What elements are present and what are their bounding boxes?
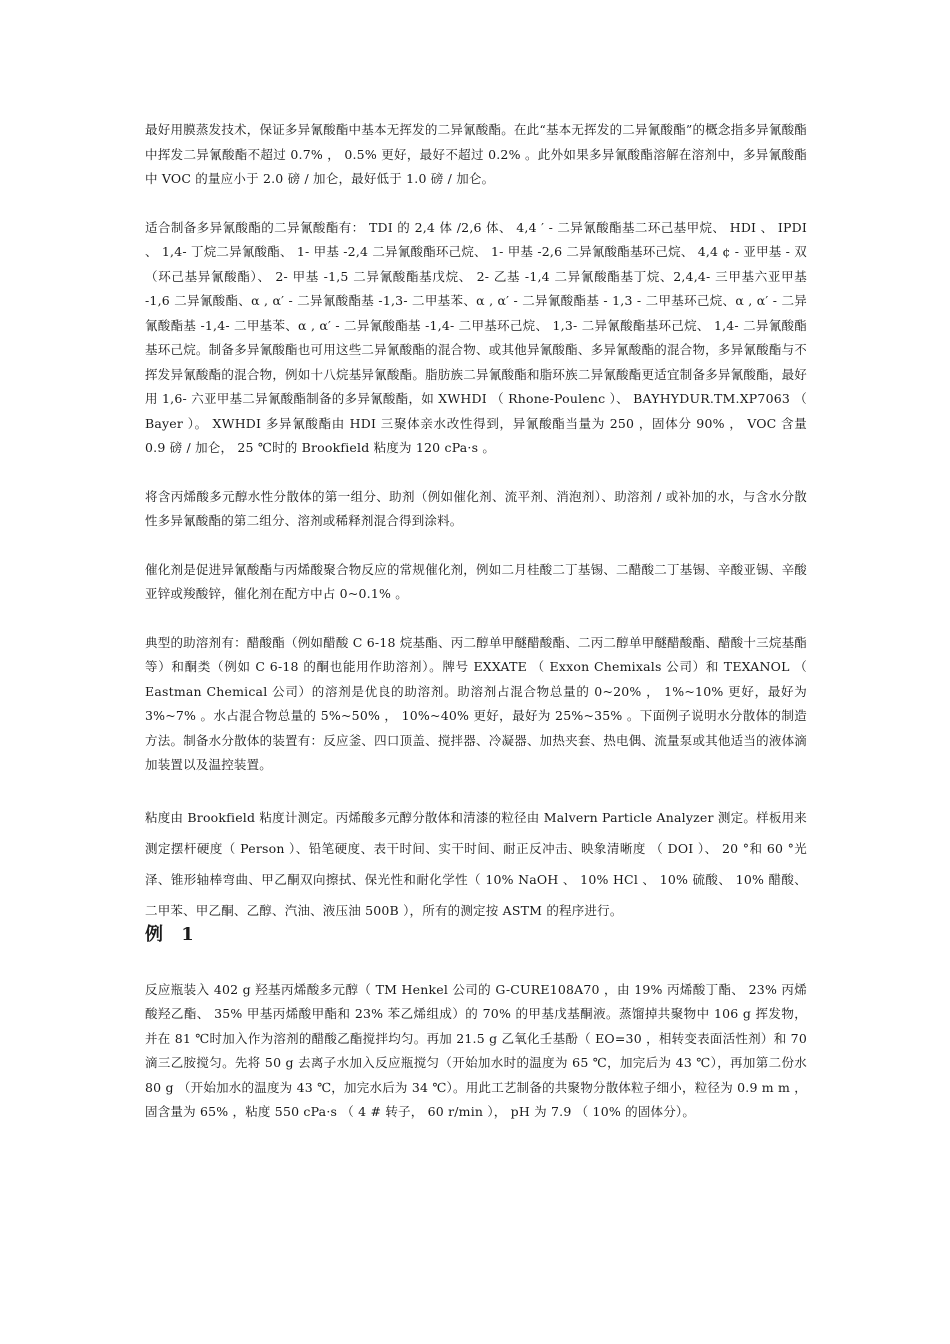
paragraph-catalyst: 催化剂是促进异氰酸酯与丙烯酸聚合物反应的常规催化剂，例如二月桂酸二丁基锡、二醋酸二丁基锡、辛酸亚锡、辛酸亚锌或羧酸锌，催化剂在配方中占 0~0.1% 。 (145, 561, 807, 601)
paragraph-test-methods: 粘度由 Brookfield 粘度计测定。丙烯酸多元醇分散体和清漆的粒径由 Malvern Particle Analyzer 测定。样板用来测定摆杆硬度（ Person ）、铅笔硬度、表干时间、实干时间、耐正反冲击、映象清晰度 （ DOI ）、 20 °和 60 °光泽、锥形轴棒弯曲、甲乙酮双向擦拭、保光性和耐化学性（ 10% NaOH 、 10% HCl 、 10% 硫酸、 10% 醋酸、二甲苯、甲乙酮、乙醇、汽油、液压油 500B ），所有的测定按 ASTM 的程序进行。 (145, 809, 807, 918)
document-page (145, 118, 807, 1125)
paragraph-diisocyanates: 适合制备多异氰酸酯的二异氰酸酯有： TDI 的 2,4 体 /2,6 体、 4,4 ′ - 二异氰酸酯基二环己基甲烷、 HDI 、 IPDI 、 1,4- 丁烷二异氰酸酯、 1- 甲基 -2,4 二异氰酸酯环己烷、 1- 甲基 -2,6 二异氰酸酯基环己烷、 4,4 ¢ - 亚甲基 - 双（环己基异氰酸酯）、 2- 甲基 -1,5 二异氰酸酯基戊烷、 2- 乙基 -1,4 二异氰酸酯基丁烷、2,4,4- 三甲基六亚甲基 -1,6 二异氰酸酯、α , α′ - 二异氰酸酯基 -1,3- 二甲基苯、α , α′ - 二异氰酸酯基 - 1,3 - 二甲基环己烷、α , α′ - 二异氰酸酯基 -1,4- 二甲基苯、α , α′ - 二异氰酸酯基 -1,4- 二甲基环己烷、 1,3- 二异氰酸酯基环己烷、 1,4- 二异氰酸酯基环己烷。制备多异氰酸酯也可用这些二异氰酸酯的混合物、或其他异氰酸酯、多异氰酸酯的混合物，多异氰酸酯与不挥发异氰酸酯的混合物，例如十八烷基异氰酸酯。脂肪族二异氰酸酯和脂环族二异氰酸酯更适宜制备多异氰酸酯，最好用 1,6- 六亚甲基二异氰酸酯制备的多异氰酸酯，如 XWHDI （ Rhone-Poulenc ）、 BAYHYDUR.TM.XP7063 （ Bayer ）。 XWHDI 多异氰酸酯由 HDI 三聚体亲水改性得到，异氰酸酯当量为 250 ，固体分 90% ， VOC 含量 0.9 磅 / 加仑， 25 ℃时的 Brookfield 粘度为 120 cPa·s 。 (145, 219, 807, 455)
example-heading: 例 1 (145, 923, 200, 945)
paragraph-coating-mixing: 将含丙烯酸多元醇水性分散体的第一组分、助剂（例如催化剂、流平剂、消泡剂）、助溶剂 / 或补加的水，与含水分散性多异氰酸酯的第二组分、溶剂或稀释剂混合得到涂料。 (145, 488, 807, 528)
paragraph-example-1: 反应瓶装入 402 g 羟基丙烯酸多元醇（ TM Henkel 公司的 G-CURE108A70 ，由 19% 丙烯酸丁酯、 23% 丙烯酸羟乙酯、 35% 甲基丙烯酸甲酯和 23% 苯乙烯组成）的 70% 的甲基戊基酮液。蒸馏掉共聚物中 106 g 挥发物，并在 81 ℃时加入作为溶剂的醋酸乙酯搅拌均匀。再加 21.5 g 乙氧化壬基酚（ EO=30 ，相转变表面活性剂）和 70 滴三乙胺搅匀。先将 50 g 去离子水加入反应瓶搅匀（开始加水时的温度为 65 ℃，加完后为 43 ℃），再加第二份水 80 g （开始加水的温度为 43 ℃，加完水后为 34 ℃）。用此工艺制备的共聚物分散体粒子细小，粒径为 0.9 m m ，固含量为 65% ，粘度 550 cPa·s （ 4 # 转子， 60 r/min ）， pH 为 7.9 （ 10% 的固体分）。 (145, 981, 807, 1119)
paragraph-cosolvent: 典型的助溶剂有：醋酸酯（例如醋酸 C 6-18 烷基酯、丙二醇单甲醚醋酸酯、二丙二醇单甲醚醋酸酯、醋酸十三烷基酯等）和酮类（例如 C 6-18 的酮也能用作助溶剂）。牌号 EXXATE （ Exxon Chemixals 公司）和 TEXANOL （ Eastman Chemical 公司）的溶剂是优良的助溶剂。助溶剂占混合物总量的 0~20% ， 1%~10% 更好，最好为 3%~7% 。水占混合物总量的 5%~50% ， 10%~40% 更好，最好为 25%~35% 。下面例子说明水分散体的制造方法。制备水分散体的装置有：反应釜、四口顶盖、搅拌器、冷凝器、加热夹套、热电偶、流量泵或其他适当的液体滴加装置以及温控装置。 (145, 634, 807, 772)
paragraph-film-evaporation: 最好用膜蒸发技术，保证多异氰酸酯中基本无挥发的二异氰酸酯。在此“基本无挥发的二异氰酸酯”的概念指多异氰酸酯中挥发二异氰酸酯不超过 0.7% ， 0.5% 更好，最好不超过 0.2% 。此外如果多异氰酸酯溶解在溶剂中，多异氰酸酯中 VOC 的量应小于 2.0 磅 / 加仑，最好低于 1.0 磅 / 加仑。 (145, 122, 807, 186)
